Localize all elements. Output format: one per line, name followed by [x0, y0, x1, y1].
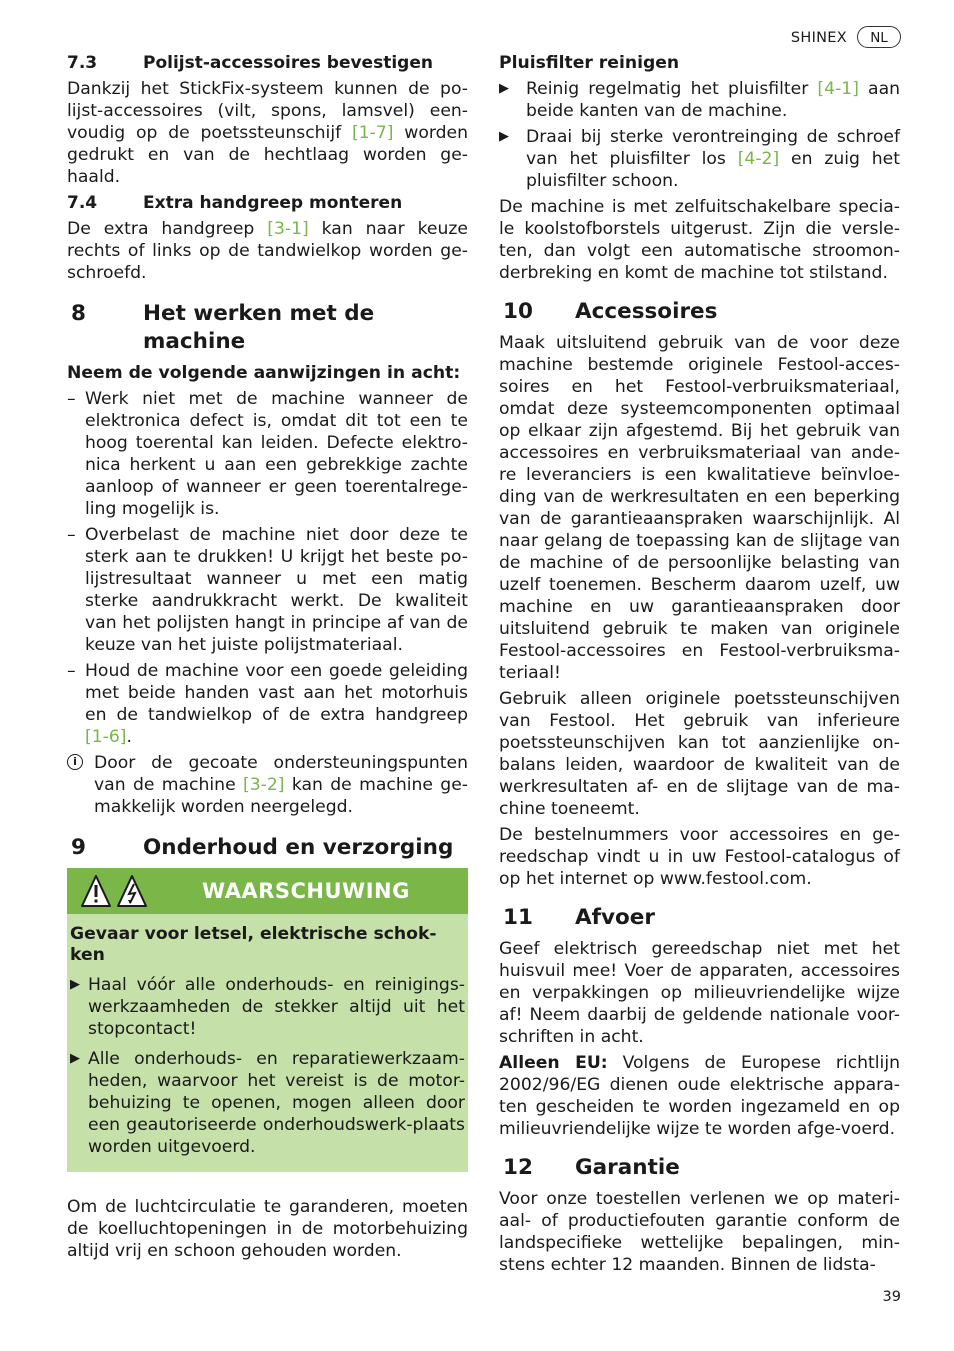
text: kan de machine ge-makkelijk worden neergelegd. [94, 775, 468, 817]
section-title: Garantie [575, 1155, 680, 1180]
paragraph: De machine is met zelfuitschakelbare specia-le koolstofborstels uitgerust. Zijn die versle-ten, dan volgt een automatische stroomon-derbreking en komt de machine tot stilstand. [499, 197, 900, 283]
section-number: 8 [71, 301, 86, 326]
warning-item [70, 1048, 465, 1158]
warning-box [67, 868, 468, 1172]
warning-body [67, 914, 468, 1172]
paragraph: De bestelnummers voor accessoires en ge-reedschap vindt u in uw Festool-catalogus of op het internet op www.festool.com. [499, 825, 900, 889]
figure-reference: [4-1] [817, 79, 859, 99]
info-text [94, 752, 468, 818]
arrow-bullet-icon: ▶ [70, 1051, 80, 1066]
section-number: 7.3 [67, 53, 98, 73]
figure-reference: [3-1] [267, 219, 309, 239]
paragraph [499, 1052, 900, 1140]
text: Reinig regelmatig het pluisfilter [526, 79, 818, 99]
figure-reference: [1-7] [351, 123, 394, 143]
arrow-bullet-icon: ▶ [499, 129, 509, 144]
warning-icons [67, 874, 202, 908]
list-item [499, 126, 900, 192]
text: aan beide kanten van de machine. [526, 79, 901, 121]
warning-label: WAARSCHUWING [202, 879, 410, 903]
general-warning-icon [81, 874, 111, 908]
warning-subheading: Gevaar voor letsel, elektrische schok-ken [70, 924, 437, 965]
section-title: Accessoires [575, 299, 718, 324]
left-column [67, 52, 468, 1266]
text: . [126, 727, 132, 747]
text: Dankzij het StickFix-systeem kunnen de po-lijst-accessoires (vilt, spons, lamsvel) een-voudig op de poetssteunschijf [67, 79, 468, 143]
list-item-text: Werk niet met de machine wanneer de elektronica defect is, omdat dit tot een te hoog toerental kan leiden. Defecte elektro-nica herkent u aan een gebrekkige zachte aanloop of wanneer er geen toerentalrege-ling mogelijk is. [85, 389, 468, 519]
dash-bullet: – [67, 389, 76, 409]
text: Draai bij sterke verontreinging de schroef van het pluisfilter los [526, 127, 900, 169]
paragraph: Maak uitsluitend gebruik van de voor deze machine bestemde originele Festool-acces-soires en het Festool-verbruiksmateriaal, omdat deze systeemcomponenten optimaal op elkaar zijn afgestemd. Bij het gebruik van accessoires en verbruiksmateriaal van ande-re leveranciers is een kwalitatieve beïnvloe-ding van de werkresultaten en een beperking van de garantieaanspraken waarschijnlijk. Al naar gelang de toepassing kan de slijtage van de machine of de persoonlijke belasting van uzelf toenemen. Bescherm daarom uzelf, uw machine en uw garantieaanspraken door uitsluitend gebruik te maken van originele Festool-accessoires en Festool-verbruiksma-teriaal! [499, 333, 900, 683]
section-number: 12 [503, 1155, 533, 1180]
section-title: Extra handgreep monteren [143, 193, 403, 213]
paragraph: Geef elektrisch gereedschap niet met het huisvuil mee! Voer de apparaten, accessoires en verpakkingen op milieuvriendelijke wijze af! Neem daarbij de geldende nationale voor-schriften in acht. [499, 939, 900, 1047]
paragraph: Gebruik alleen originele poetssteunschijven van Festool. Het gebruik van inferieure poetssteunschijven kan tot aanzienlijke on-balans leiden, waardoor de kwaliteit van de werkresultaten af- en de slijtage van de ma-chine toeneemt. [499, 689, 900, 819]
section-heading-11 [499, 904, 900, 932]
text: Houd de machine voor een goede geleiding met beide handen vast aan het motorhuis en de tandwielkop of de extra handgreep [85, 661, 468, 725]
section-number: 9 [71, 835, 86, 860]
paragraph: Om de luchtcirculatie te garanderen, moeten de koelluchtopeningen in de motorbehuizing altijd vrij en schoon gehouden worden. [67, 1197, 468, 1261]
warning-item [70, 974, 465, 1040]
info-note [67, 752, 468, 818]
text: Volgens de Europese richtlijn 2002/96/EG dienen oude elektrische appara-ten gescheiden te worden ingezameld en op milieuvriendelijke wijze te worden afge-voerd. [499, 1053, 900, 1139]
warning-header [67, 868, 468, 914]
dash-bullet: – [67, 661, 76, 681]
list-item [67, 524, 468, 656]
paragraph: Voor onze toestellen verlenen we op materi-aal- of productiefouten garantie conform de landspecifieke wettelijke bepalingen, min-stens echter 12 maanden. Binnen de lidsta- [499, 1189, 900, 1275]
section-title: Afvoer [575, 905, 655, 930]
page-number: 39 [882, 1289, 901, 1305]
electric-hazard-icon [117, 874, 147, 908]
text: De extra handgreep [67, 219, 268, 239]
section-title: Onderhoud en verzorging [143, 835, 454, 860]
figure-reference: [3-2] [243, 775, 285, 795]
figure-reference: [1-6] [85, 727, 127, 747]
arrow-bullet-icon: ▶ [499, 81, 509, 96]
warning-item-text: Haal vóór alle onderhouds- en reinigings-werkzaamheden de stekker altijd uit het stopcontact! [88, 975, 465, 1039]
text: worden gedrukt en van de hechtlaag worden ge-haald. [67, 123, 468, 187]
list-item-text [526, 78, 900, 122]
section-title: Polijst-accessoires bevestigen [143, 53, 433, 73]
warning-item-text: Alle onderhouds- en reparatiewerkzaam-heden, waarvoor het vereist is de motor-behuizing te openen, mogen alleen door een geautoriseerde onderhoudswerk-plaats worden uitgevoerd. [88, 1049, 465, 1157]
paragraph [67, 78, 468, 188]
header-brand: SHINEX [790, 30, 847, 46]
list-item-text: Overbelast de machine niet door deze te sterk aan te drukken! U krijgt het beste po-lijstresultaat wanneer u met een matig sterke aandrukkracht werkt. De kwaliteit van het polijsten hangt in principe af van de keuze van het juiste polijstmateriaal. [85, 525, 468, 655]
section-number: 10 [503, 299, 533, 324]
text: Door de gecoate ondersteuningspunten van de machine [94, 753, 468, 795]
list-item [67, 660, 468, 748]
text: en zuig het pluisfilter schoon. [526, 149, 900, 191]
section-heading-7-3 [67, 52, 468, 74]
section-heading-9 [67, 834, 468, 862]
paragraph [67, 218, 468, 284]
dash-bullet: – [67, 525, 76, 545]
section-number: 7.4 [67, 193, 98, 213]
info-mark [67, 752, 94, 818]
section-number: 11 [503, 905, 533, 930]
section-heading-10 [499, 298, 900, 326]
subheading: Neem de volgende aanwijzingen in acht: [67, 363, 461, 383]
list-item-text [85, 660, 468, 748]
bold-label: Alleen EU: [499, 1053, 608, 1073]
section-heading-12 [499, 1154, 900, 1182]
section-heading-7-4 [67, 192, 468, 214]
section-title: Het werken met de machine [143, 301, 375, 354]
subheading: Pluisfilter reinigen [499, 53, 680, 73]
text: kan naar keuze rechts of links op de tandwielkop worden ge-schroefd. [67, 219, 468, 283]
list-item [499, 78, 900, 122]
arrow-bullet-icon: ▶ [70, 977, 80, 992]
info-icon: i [67, 754, 83, 770]
language-badge: NL [857, 26, 901, 48]
figure-reference: [4-2] [737, 149, 780, 169]
section-heading-8 [67, 300, 468, 356]
list-item-text [526, 126, 900, 192]
list-item [67, 388, 468, 520]
right-column [499, 52, 900, 1280]
